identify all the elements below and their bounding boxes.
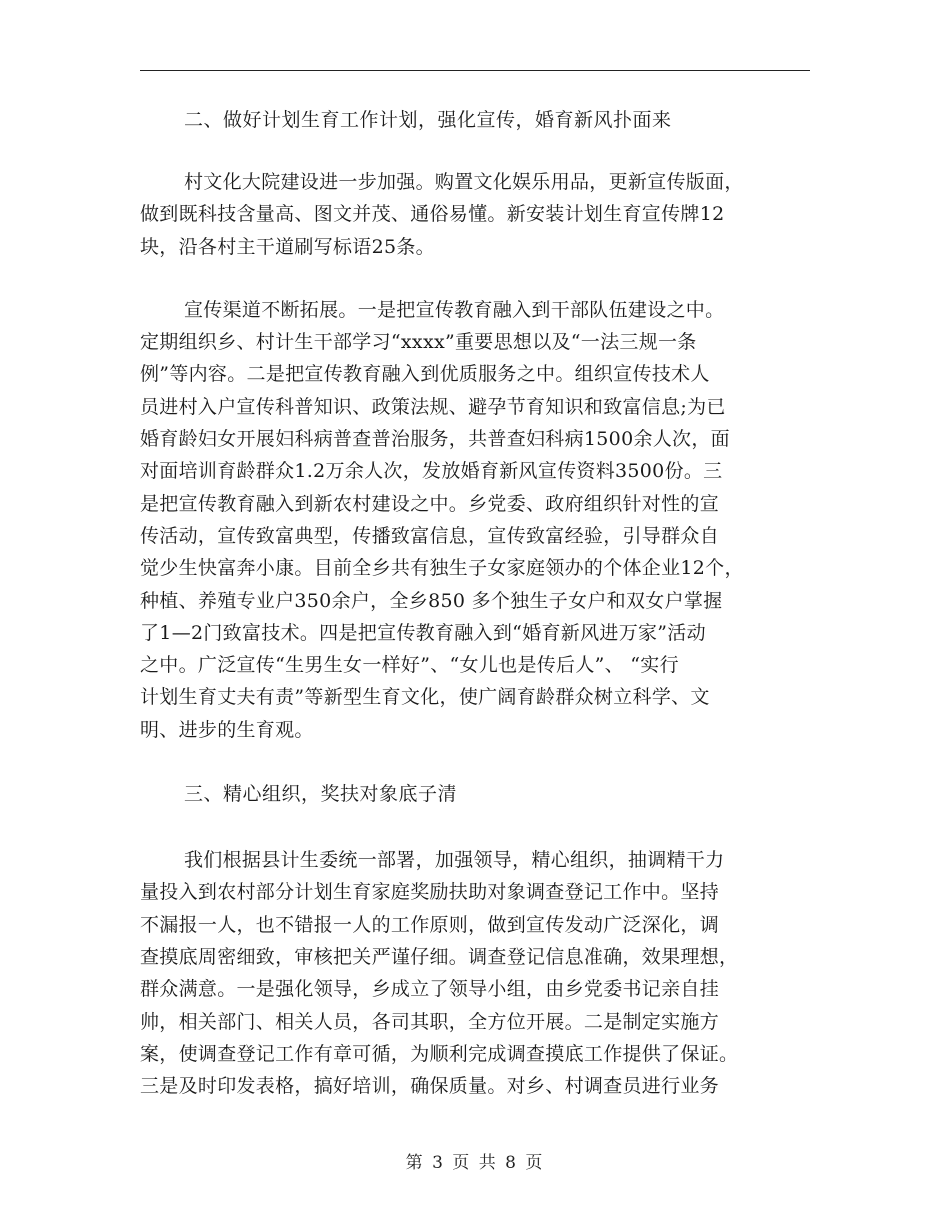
paragraph-line: 我们根据县计生委统一部署，加强领导，精心组织，抽调精干力	[184, 849, 725, 872]
paragraph-line: 员进村入户宣传科普知识、政策法规、避孕节育知识和致富信息;为已	[140, 395, 726, 418]
paragraph-line: 案，使调查登记工作有章可循，为顺利完成调查摸底工作提供了保证。	[140, 1042, 739, 1065]
paragraph-line: 不漏报一人，也不错报一人的工作原则，做到宣传发动广泛深化，调	[140, 913, 720, 936]
page-number: 第 3 页 共 8 页	[405, 1153, 545, 1173]
paragraph-line: 帅，相关部门、相关人员，各司其职，全方位开展。二是制定实施方	[140, 1010, 720, 1033]
paragraph-line: 了1—2门致富技术。四是把宣传教育融入到“婚育新风进万家”活动	[140, 621, 706, 644]
paragraph-line: 村文化大院建设进一步加强。购置文化娱乐用品，更新宣传版面，	[184, 171, 744, 193]
paragraph-cultural-center	[140, 166, 812, 263]
paragraph-line: 是把宣传教育融入到新农村建设之中。乡党委、政府组织针对性的宣	[140, 492, 720, 515]
paragraph-line: 觉少生快富奔小康。目前全乡共有独生子女家庭领办的个体企业12个，	[140, 557, 744, 580]
paragraph-line: 群众满意。一是强化领导，乡成立了领导小组，由乡党委书记亲自挂	[140, 978, 720, 1001]
section-heading-3: 三、精心组织，奖扶对象底子清	[184, 783, 458, 806]
header-rule	[140, 70, 810, 71]
paragraph-line: 宣传渠道不断拓展。一是把宣传教育融入到干部队伍建设之中。	[184, 298, 725, 321]
paragraph-line: 例”等内容。二是把宣传教育融入到优质服务之中。组织宣传技术人	[140, 363, 710, 386]
paragraph-publicity-channels	[140, 294, 812, 746]
paragraph-line: 量投入到农村部分计划生育家庭奖励扶助对象调查登记工作中。坚持	[140, 881, 720, 904]
document-body	[140, 104, 812, 1102]
paragraph-line: 婚育龄妇女开展妇科病普查普治服务，共普查妇科病1500余人次，面	[140, 428, 730, 451]
paragraph-line: 做到既科技含量高、图文并茂、通俗易懂。新安装计划生育宣传牌12	[140, 203, 725, 226]
paragraph-survey-registration	[140, 844, 812, 1102]
paragraph-line: 传活动，宣传致富典型，传播致富信息，宣传致富经验，引导群众自	[140, 524, 720, 547]
paragraph-line: 种植、养殖专业户350余户，全乡850 多个独生子女户和双女户掌握	[140, 589, 723, 612]
paragraph-line: 之中。广泛宣传“生男生女一样好”、“女儿也是传后人”、 “实行	[140, 654, 679, 677]
paragraph-line: 明、进步的生育观。	[140, 718, 314, 741]
section-heading-2: 二、做好计划生育工作计划，强化宣传，婚育新风扑面来	[184, 109, 672, 131]
paragraph-line: 对面培训育龄群众1.2万余人次，发放婚育新风宣传资料3500份。三	[140, 460, 723, 483]
paragraph-line: 查摸底周密细致，审核把关严谨仔细。调查登记信息准确，效果理想，	[140, 945, 739, 968]
paragraph-line: 三是及时印发表格，搞好培训，确保质量。对乡、村调查员进行业务	[140, 1075, 720, 1098]
paragraph-line: 块，沿各村主干道刷写标语25条。	[140, 235, 435, 258]
paragraph-line: 计划生育丈夫有责”等新型生育文化，使广阔育龄群众树立科学、文	[140, 686, 710, 709]
paragraph-line: 定期组织乡、村计生干部学习“xxxx”重要思想以及“一法三规一条	[140, 331, 697, 354]
